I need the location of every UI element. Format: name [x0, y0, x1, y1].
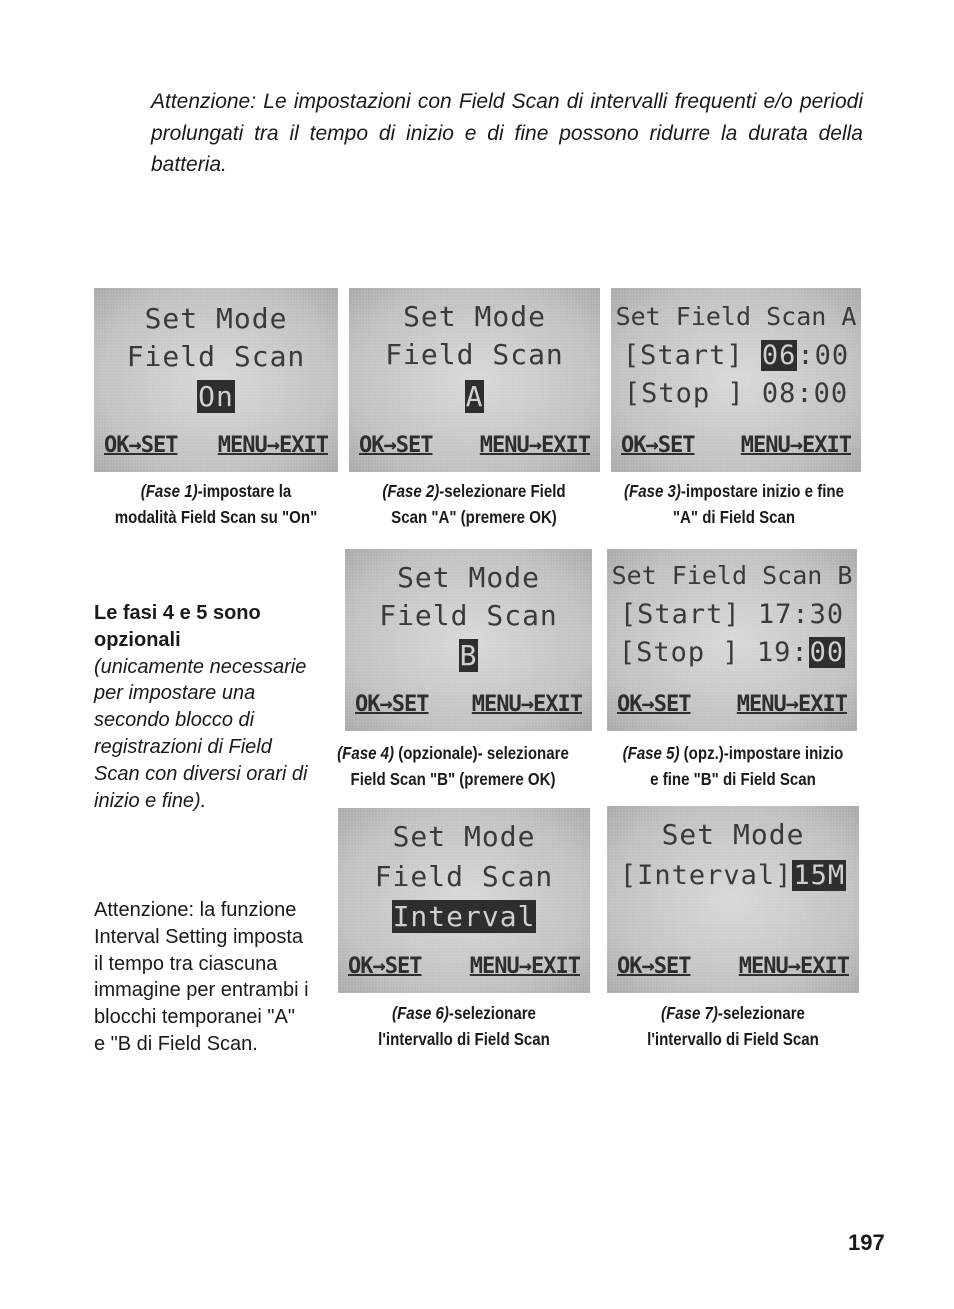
lcd-footer: [355, 692, 582, 717]
lcd-line: [607, 860, 859, 891]
note-text: (unicamente necessarie per impostare una secondo blocco di registrazioni di Field Scan con diversi orari di inizio e fine).: [94, 655, 308, 812]
start-time: 17:30: [757, 599, 845, 630]
caption-step5: [604, 740, 862, 792]
caption-step3: [605, 478, 863, 530]
stop-label: [Stop ]: [618, 637, 740, 668]
caption-text: -impostare la: [197, 481, 292, 501]
lcd-highlight: 06: [761, 340, 797, 371]
ok-set-label: OK→SET: [617, 954, 691, 979]
ok-set-label: OK→SET: [348, 954, 422, 979]
step-label: (Fase 5): [622, 743, 680, 763]
lcd-screen-step4: [345, 549, 592, 731]
caption-text: l'intervallo di Field Scan: [647, 1029, 819, 1049]
caption-step4: [324, 740, 582, 792]
lcd-line: [607, 637, 857, 668]
menu-exit-label: MENU→EXIT: [469, 954, 580, 979]
lcd-highlight: 15M: [793, 860, 846, 891]
lcd-footer: [621, 433, 851, 458]
caption-text: e fine "B" di Field Scan: [650, 769, 816, 789]
menu-exit-label: MENU→EXIT: [740, 433, 851, 458]
page-number: 197: [848, 1230, 885, 1255]
caption-text: (opz.)-impostare inizio: [679, 743, 844, 763]
caption-step2: [345, 478, 603, 530]
start-label: [Start]: [619, 599, 741, 630]
lcd-highlight: Interval: [392, 900, 536, 933]
lcd-line: [611, 340, 861, 371]
ok-set-label: OK→SET: [359, 433, 433, 458]
lcd-screen-step6: [338, 808, 590, 993]
lcd-line: Set Mode: [392, 820, 536, 853]
lcd-footer: [359, 433, 590, 458]
lcd-screen-step5: [607, 549, 857, 731]
lcd-line: [611, 378, 861, 409]
step-label: (Fase 2): [382, 481, 440, 501]
interval-label: [Interval]: [619, 860, 793, 891]
step-label: (Fase 7): [661, 1003, 718, 1023]
caption-text: -selezionare: [448, 1003, 536, 1023]
ok-set-label: OK→SET: [617, 692, 691, 717]
caption-step7: [604, 1000, 862, 1052]
menu-exit-label: MENU→EXIT: [738, 954, 849, 979]
lcd-highlight: On: [198, 380, 234, 413]
lcd-footer: [617, 692, 847, 717]
interval-warning-note: Attenzione: la funzione Interval Setting imposta il tempo tra ciascuna immagine per entrambi i blocchi temporanei "A" e "B di Field Scan.: [94, 899, 309, 1055]
caption-text: -impostare inizio e fine: [680, 481, 844, 501]
lcd-line: Set Mode: [144, 302, 288, 335]
note-heading: Le fasi 4 e 5 sono opzionali: [94, 602, 261, 651]
lcd-line: Field Scan: [385, 338, 564, 371]
step-label: (Fase 1): [140, 481, 198, 501]
lcd-line: Set Mode: [661, 818, 805, 851]
lcd-footer: [617, 954, 849, 979]
menu-exit-label: MENU→EXIT: [479, 433, 590, 458]
stop-hours: 19:: [756, 637, 809, 668]
start-label: [Start]: [622, 340, 744, 371]
lcd-line: Set Mode: [403, 300, 546, 333]
lcd-highlight: B: [459, 639, 478, 672]
caption-text: l'intervallo di Field Scan: [378, 1029, 550, 1049]
start-minutes: :00: [797, 340, 850, 371]
lcd-highlight: 00: [809, 637, 845, 668]
menu-exit-label: MENU→EXIT: [736, 692, 847, 717]
lcd-value: [345, 639, 592, 672]
optional-steps-note: [94, 600, 334, 814]
lcd-value: [94, 380, 338, 413]
caption-text: "A" di Field Scan: [672, 507, 796, 527]
ok-set-label: OK→SET: [355, 692, 429, 717]
caption-text: Scan "A" (premere OK): [391, 507, 557, 527]
stop-time: 08:00: [761, 378, 849, 409]
lcd-screen-step7: [607, 806, 859, 993]
lcd-highlight: A: [465, 380, 484, 413]
ok-set-label: OK→SET: [104, 433, 178, 458]
lcd-value: [338, 900, 590, 933]
caption-text: Field Scan "B" (premere OK): [350, 769, 556, 789]
lcd-footer: [104, 433, 328, 458]
lcd-line: Set Mode: [397, 561, 540, 594]
step-label: (Fase 4): [337, 743, 395, 763]
intro-warning: Attenzione: Le impostazioni con Field Scan di intervalli frequenti e/o periodi prolungati tra il tempo di inizio e di fine possono ridurre la durata della batteria.: [151, 90, 863, 176]
lcd-line: Field Scan: [126, 340, 306, 373]
lcd-screen-step3: [611, 288, 861, 472]
caption-step6: [335, 1000, 593, 1052]
ok-set-label: OK→SET: [621, 433, 695, 458]
lcd-footer: [348, 954, 580, 979]
step-label: (Fase 3): [624, 481, 681, 501]
caption-text: -selezionare: [717, 1003, 805, 1023]
caption-text: -selezionare Field: [439, 481, 566, 501]
lcd-screen-step1: [94, 288, 338, 472]
lcd-screen-step2: [349, 288, 600, 472]
step-label: (Fase 6): [392, 1003, 449, 1023]
menu-exit-label: MENU→EXIT: [217, 433, 328, 458]
lcd-line: Field Scan: [374, 860, 554, 893]
menu-exit-label: MENU→EXIT: [471, 692, 582, 717]
stop-label: [Stop ]: [623, 378, 745, 409]
caption-text: modalità Field Scan su "On": [114, 507, 318, 527]
caption-text: (opzionale)- selezionare: [394, 743, 569, 763]
lcd-line: Set Field Scan A: [615, 302, 857, 331]
lcd-value: [349, 380, 600, 413]
caption-step1: [87, 478, 345, 530]
lcd-line: Set Field Scan B: [611, 561, 853, 590]
lcd-line: Field Scan: [379, 599, 558, 632]
lcd-line: [607, 599, 857, 630]
